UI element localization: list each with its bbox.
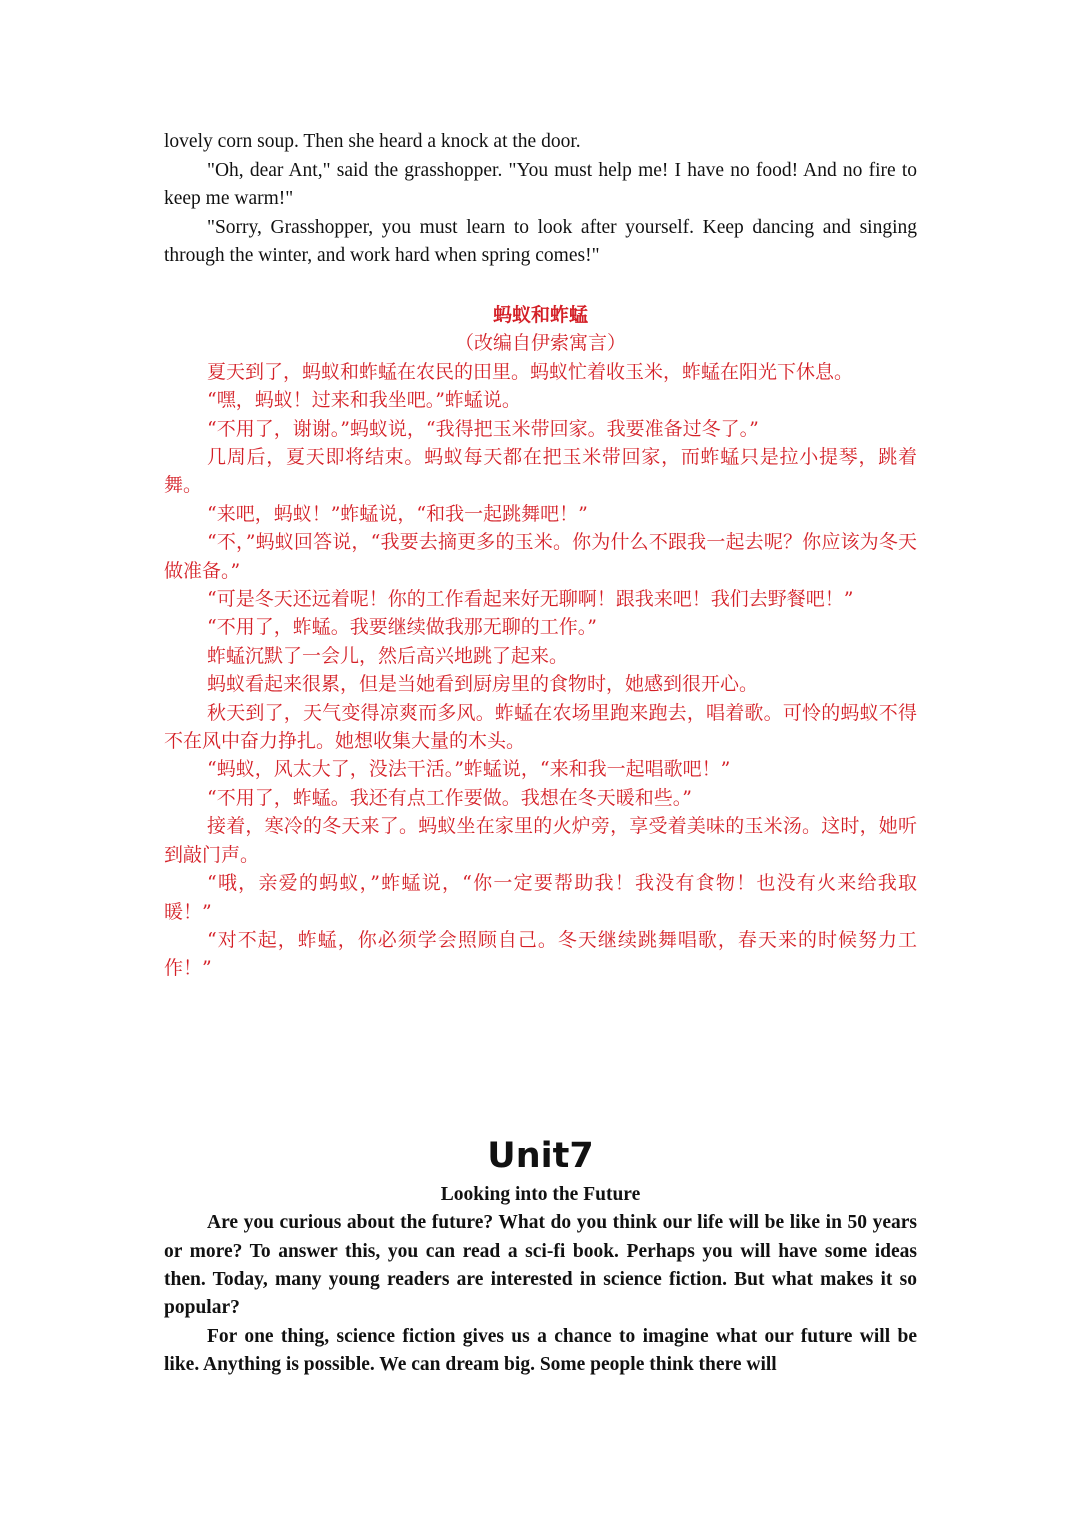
story-en-paragraph-2: "Oh, dear Ant," said the grasshopper. "You must help me! I have no food! And no fire to keep me warm!" <box>164 159 917 210</box>
story-cn-paragraph: 蚂蚁看起来很累，但是当她看到厨房里的食物时，她感到很开心。 <box>207 673 759 696</box>
story-english-section <box>164 128 917 271</box>
story-cn-title: 蚂蚁和蚱蜢 <box>492 303 588 326</box>
unit7-reading-section <box>164 1181 917 1380</box>
unit7-paragraph-2: For one thing, science fiction gives us a chance to imagine what our future will be like. Anything is possible. We can dream big. Some people think there will <box>164 1325 917 1376</box>
story-cn-paragraph: 秋天到了，天气变得凉爽而多风。蚱蜢在农场里跑来跑去，唱着歌。可怜的蚂蚁不得不在风中奋力挣扎。她想收集大量的木头。 <box>164 701 917 753</box>
story-cn-paragraph: “对不起，蚱蜢，你必须学会照顾自己。冬天继续跳舞唱歌，春天来的时候努力工作！” <box>164 928 917 980</box>
story-en-paragraph-3: "Sorry, Grasshopper, you must learn to look after yourself. Keep dancing and singing through the winter, and work hard when spring comes!" <box>164 216 917 267</box>
story-cn-paragraph: 夏天到了，蚂蚁和蚱蜢在农民的田里。蚂蚁忙着收玉米，蚱蜢在阳光下休息。 <box>207 360 854 383</box>
document-page <box>164 128 917 1380</box>
story-en-paragraph-1: lovely corn soup. Then she heard a knock at the door. <box>164 131 581 152</box>
story-chinese-section <box>164 301 917 983</box>
story-cn-paragraph: “不用了，蚱蜢。我要继续做我那无聊的工作。” <box>207 616 597 639</box>
story-cn-paragraph: 接着，寒冷的冬天来了。蚂蚁坐在家里的火炉旁，享受着美味的玉米汤。这时，她听到敲门声。 <box>164 815 917 866</box>
unit-heading: Unit7 <box>487 1135 594 1176</box>
story-cn-paragraph: “不用了，蚱蜢。我还有点工作要做。我想在冬天暖和些。” <box>207 786 692 809</box>
unit7-title: Looking into the Future <box>440 1183 641 1205</box>
story-cn-subtitle: （改编自伊索寓言） <box>454 332 626 355</box>
story-cn-paragraph: “蚂蚁，风太大了，没法干活。”蚱蜢说，“来和我一起唱歌吧！” <box>207 758 731 781</box>
story-cn-paragraph: “可是冬天还远着呢！你的工作看起来好无聊啊！跟我来吧！我们去野餐吧！” <box>207 588 854 611</box>
story-cn-paragraph: “嘿，蚂蚁！过来和我坐吧。”蚱蜢说。 <box>207 389 521 412</box>
story-cn-paragraph: “不，”蚂蚁回答说，“我要去摘更多的玉米。你为什么不跟我一起去呢？你应该为冬天做准备。” <box>164 531 917 582</box>
unit7-paragraph-1: Are you curious about the future? What do you think our life will be like in 50 years or more? To answer this, you can read a sci-fi book. Perhaps you will have some ideas then. Today, many young readers are interested in science fiction. But what makes it so popular? <box>164 1212 917 1319</box>
story-cn-paragraph: “来吧，蚂蚁！”蚱蜢说，“和我一起跳舞吧！” <box>207 502 588 525</box>
story-cn-paragraph: “哦，亲爱的蚂蚁，”蚱蜢说，“你一定要帮助我！我没有食物！也没有火来给我取暖！” <box>164 872 917 923</box>
story-cn-paragraph: 蚱蜢沉默了一会儿，然后高兴地跳了起来。 <box>207 644 569 667</box>
story-cn-paragraph: “不用了，谢谢。”蚂蚁说，“我得把玉米带回家。我要准备过冬了。” <box>207 417 759 440</box>
story-cn-paragraph: 几周后，夏天即将结束。蚂蚁每天都在把玉米带回家，而蚱蜢只是拉小提琴，跳着舞。 <box>164 446 917 497</box>
